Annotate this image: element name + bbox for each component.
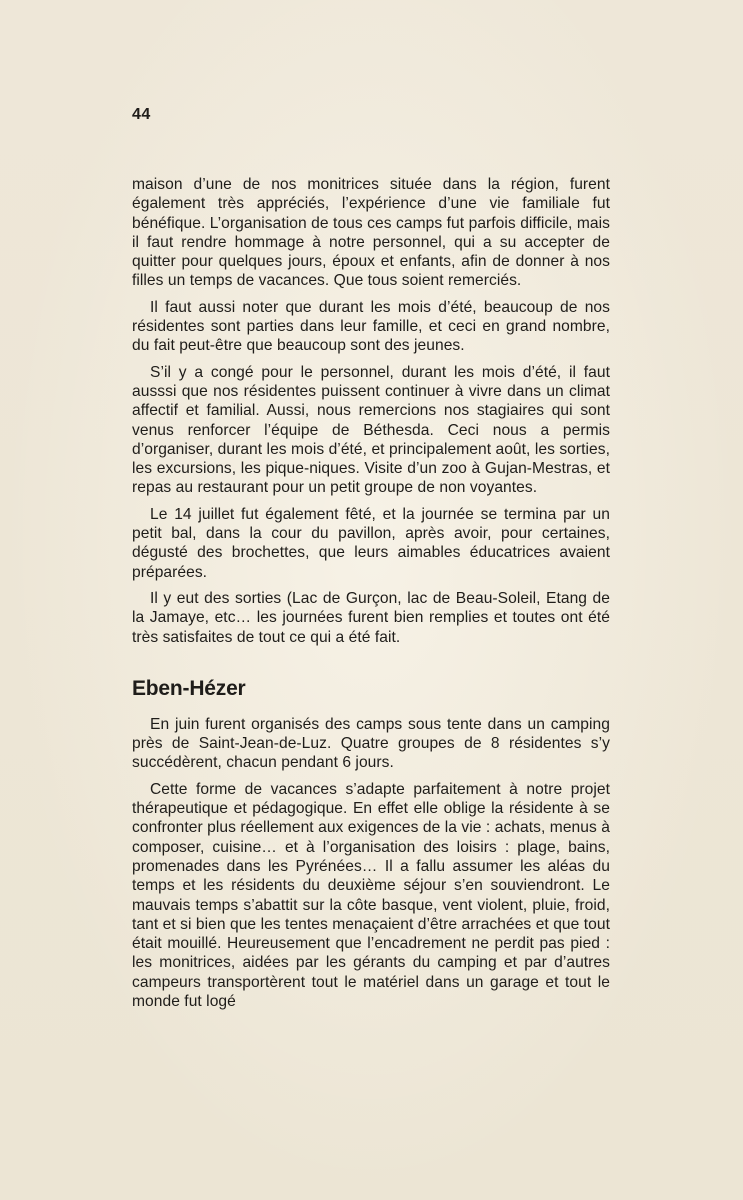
paragraph: Il faut aussi noter que durant les mois d’été, beaucoup de nos résidentes sont parties dans leur famille, et ceci en grand nombre, du fait peut-être que beaucoup sont des jeunes.	[132, 298, 610, 355]
paragraph: Cette forme de vacances s’adapte parfaitement à notre projet thérapeutique et pédagogique. En effet elle oblige la résidente à se confronter plus réellement aux exigences de la vie : achats, menus à composer, cuisine… et à l’organisation des loisirs : plage, bains, promenades dans les Pyrénées… Il a fallu assumer les aléas du temps et les résidents du deuxième séjour s’en souviendront. Le mauvais temps s’abattit sur la côte basque, vent violent, pluie, froid, tant et si bien que les tentes menaçaient d’être arrachées et que tout était mouillé. Heureusement que l’encadrement ne perdit pas pied : les monitrices, aidées par les gérants du camping et par d’autres campeurs transportèrent tout le matériel dans un garage et tout le monde fut logé	[132, 780, 610, 1010]
paragraph: S’il y a congé pour le personnel, durant les mois d’été, il faut ausssi que nos résidentes puissent continuer à vivre dans un climat affectif et familial. Aussi, nous remercions nos stagiaires qui sont venus renforcer l’équipe de Béthesda. Ceci nous a permis d’organiser, durant les mois d’été, et principalement août, les sorties, les excursions, les pique-niques. Visite d’un zoo à Gujan-Mestras, et repas au restaurant pour un petit groupe de non voyantes.	[132, 363, 610, 497]
paragraph: maison d’une de nos monitrices située dans la région, furent également très appréciés, l’expérience d’une vie familiale fut bénéfique. L’organisation de tous ces camps fut parfois difficile, mais il faut rendre hommage à notre personnel, qui a su accepter de quitter pour quelques jours, époux et enfants, afin de donner à nos filles un temps de vacances. Que tous soient remerciés.	[132, 176, 610, 290]
paragraph: Le 14 juillet fut également fêté, et la journée se termina par un petit bal, dans la cour du pavillon, après avoir, pour certaines, dégusté des brochettes, que leurs aimables éducatrices avaient préparées.	[132, 505, 610, 581]
page-number: 44	[132, 106, 151, 123]
text-column	[132, 175, 610, 1011]
section-heading: Eben-Hézer	[132, 676, 246, 700]
paragraph: Il y eut des sorties (Lac de Gurçon, lac de Beau-Soleil, Etang de la Jamaye, etc… les journées furent bien remplies et toutes ont été très satisfaites de tout ce qui a été fait.	[132, 589, 610, 646]
paragraph: En juin furent organisés des camps sous tente dans un camping près de Saint-Jean-de-Luz. Quatre groupes de 8 résidentes s’y succédèrent, chacun pendant 6 jours.	[132, 715, 610, 772]
